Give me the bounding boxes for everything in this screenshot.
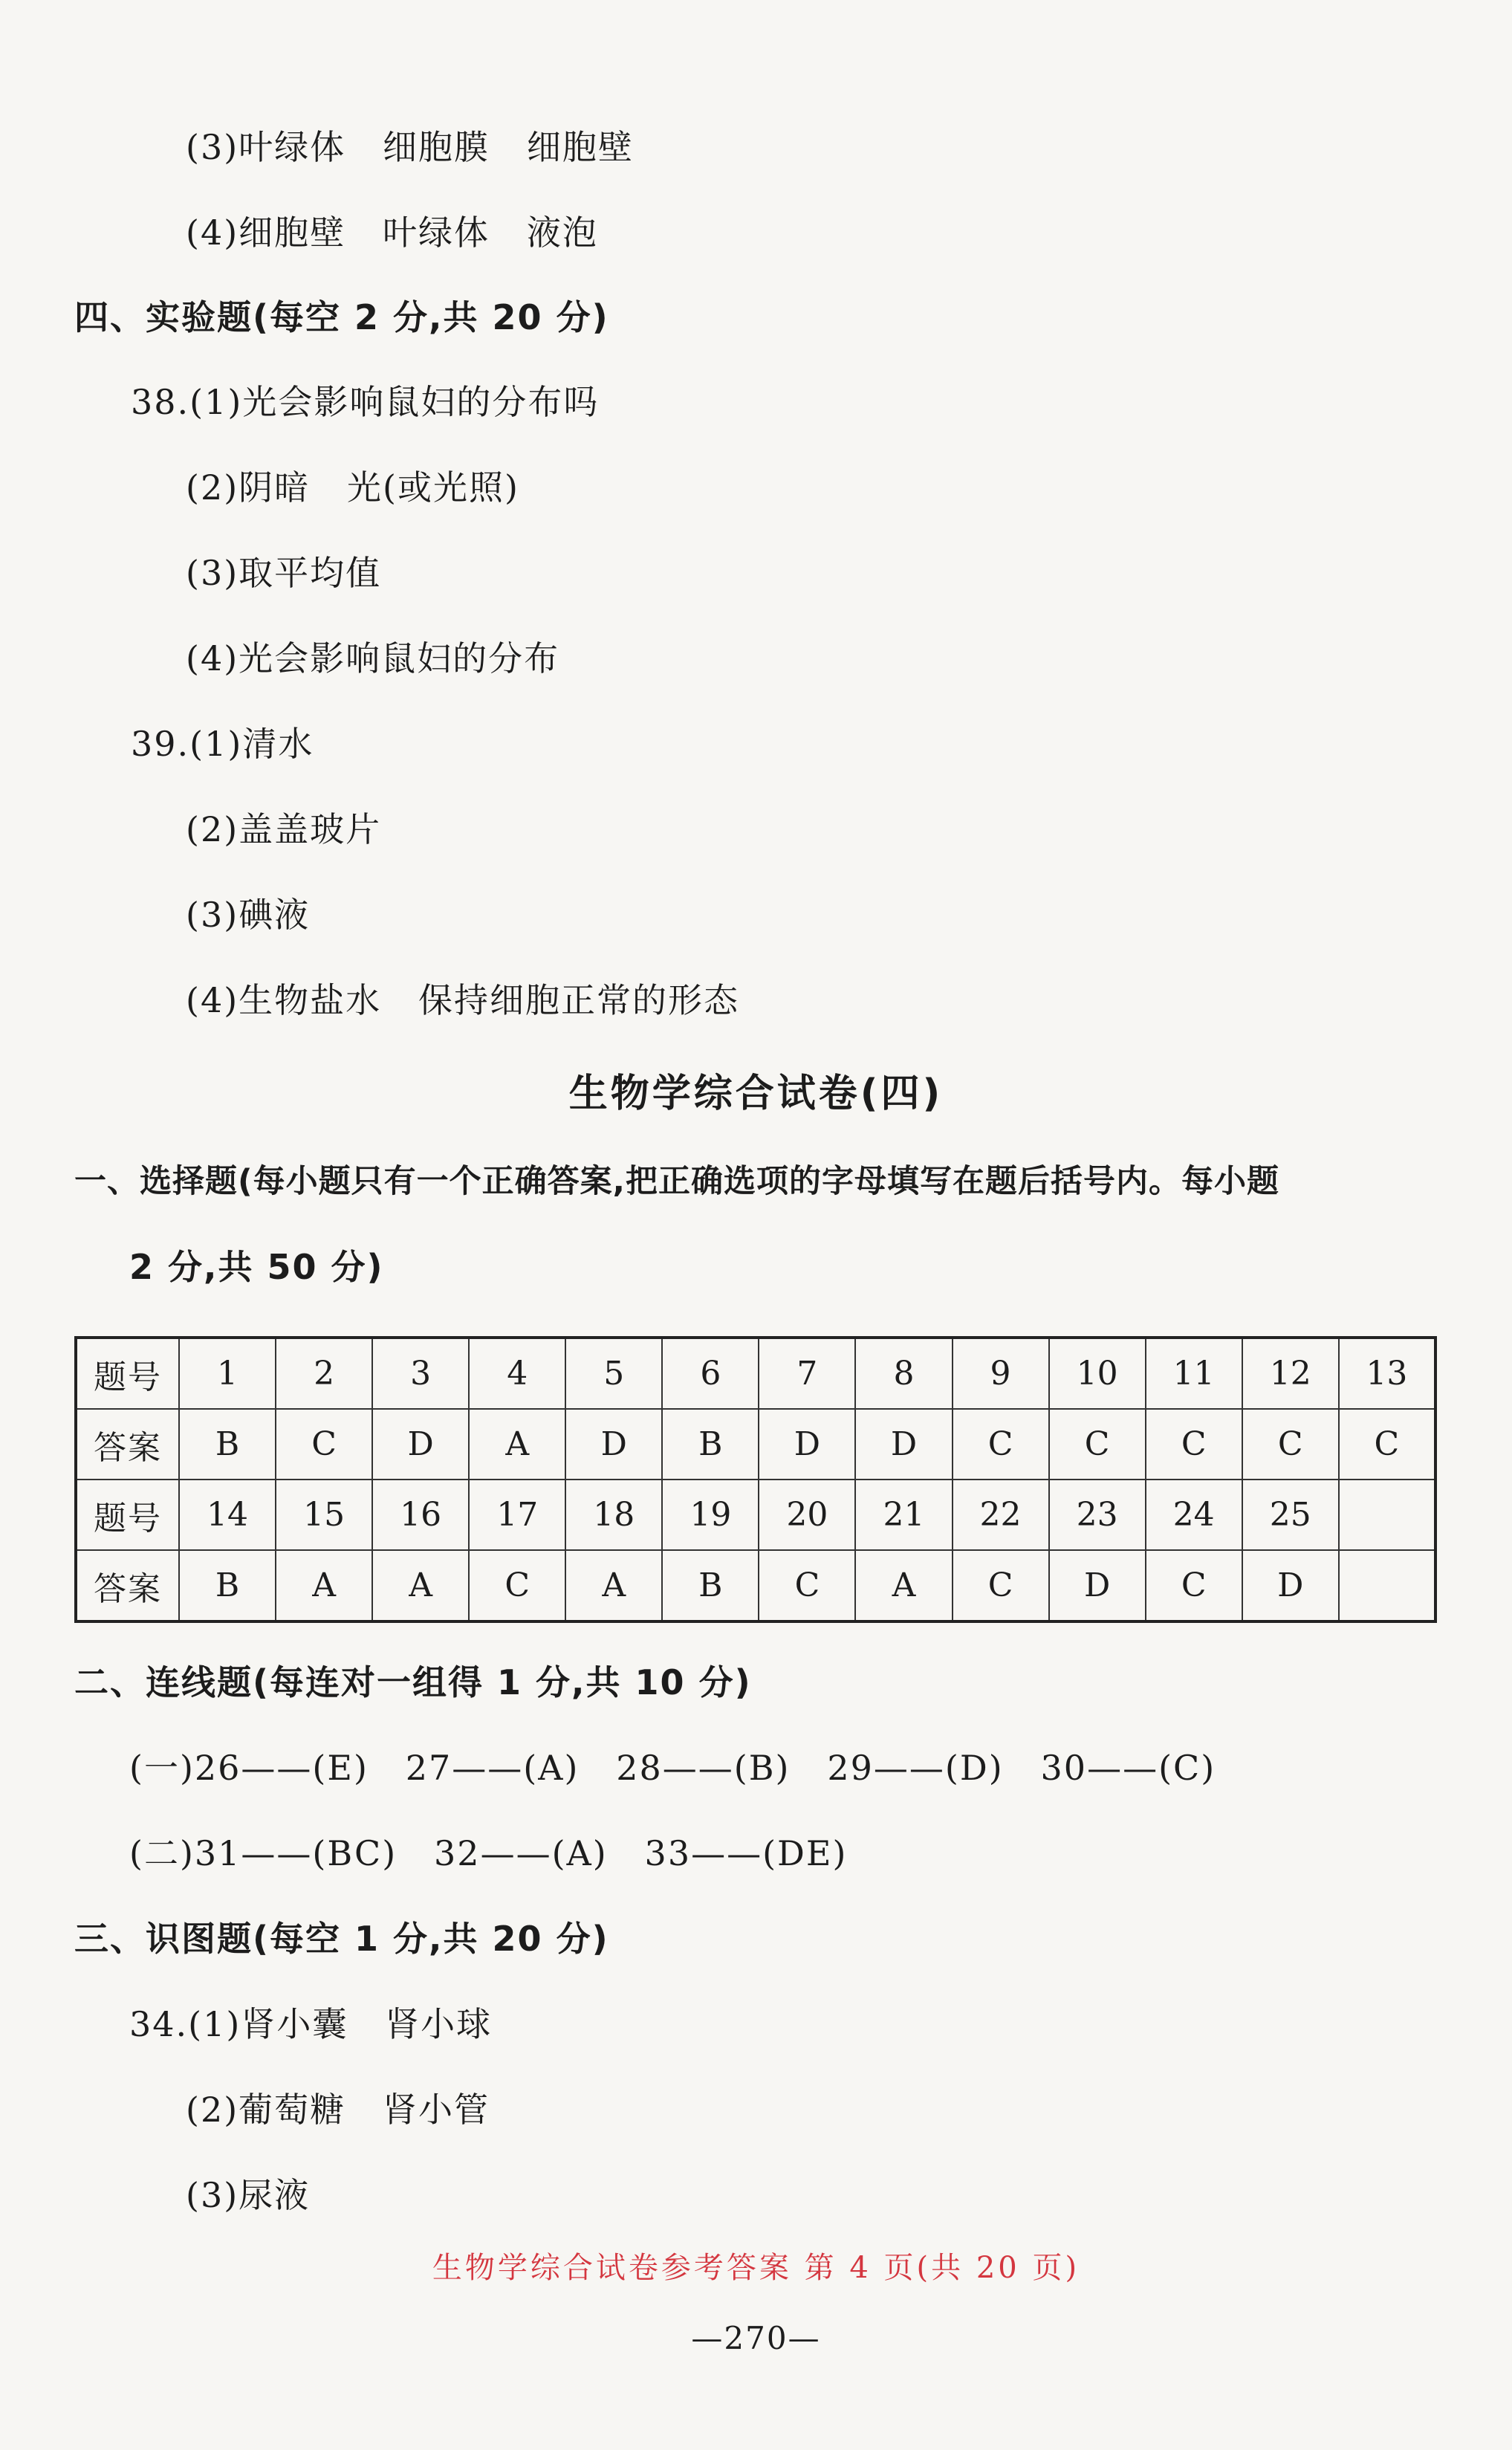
table-cell: 21 (855, 1480, 952, 1550)
table-cell: A (276, 1550, 372, 1621)
answer-line: (3)取平均值 (186, 553, 382, 593)
page-footer: 生物学综合试卷参考答案 第 4 页(共 20 页) (432, 2251, 1080, 2285)
table-cell: 16 (372, 1480, 469, 1550)
table-cell: A (372, 1550, 469, 1621)
table-cell: C (469, 1550, 565, 1621)
table-cell: B (662, 1409, 759, 1480)
table-cell: C (276, 1409, 372, 1480)
table-cell: D (759, 1409, 855, 1480)
answer-line: 38.(1)光会影响鼠妇的分布吗 (131, 382, 600, 422)
answer-line: (2)阴暗 光(或光照) (186, 467, 519, 508)
answer-line: (一)26——(E) 27——(A) 28——(B) 29——(D) 30——(C) (129, 1748, 1216, 1788)
table-cell: A (565, 1550, 662, 1621)
answer-line: 34.(1)肾小囊 肾小球 (129, 2004, 493, 2044)
table-cell: 13 (1339, 1338, 1435, 1409)
table-cell: C (953, 1409, 1049, 1480)
table-cell: 10 (1049, 1338, 1146, 1409)
table-cell: D (855, 1409, 952, 1480)
table-cell: 24 (1146, 1480, 1242, 1550)
table-cell: D (1049, 1550, 1146, 1621)
answer-line: (2)盖盖玻片 (186, 809, 382, 849)
table-cell: 15 (276, 1480, 372, 1550)
table-cell: 23 (1049, 1480, 1146, 1550)
table-cell: D (1242, 1550, 1339, 1621)
table-cell: 7 (759, 1338, 855, 1409)
table-cell: C (1146, 1409, 1242, 1480)
table-row (76, 1338, 1435, 1409)
answer-line: (二)31——(BC) 32——(A) 33——(DE) (129, 1833, 848, 1873)
table-row (76, 1550, 1435, 1621)
table-cell: 题号 (76, 1338, 179, 1409)
table-cell: C (1242, 1409, 1339, 1480)
table-cell: 22 (953, 1480, 1049, 1550)
answer-line: (4)光会影响鼠妇的分布 (186, 638, 560, 678)
answer-table (74, 1336, 1437, 1623)
table-cell: C (759, 1550, 855, 1621)
section-heading: 四、实验题(每空 2 分,共 20 分) (74, 297, 609, 337)
table-cell: 11 (1146, 1338, 1242, 1409)
table-cell: D (565, 1409, 662, 1480)
table-cell: 1 (179, 1338, 276, 1409)
answer-line: 39.(1)清水 (131, 724, 314, 764)
table-cell: 4 (469, 1338, 565, 1409)
table-cell: 19 (662, 1480, 759, 1550)
table-cell: A (855, 1550, 952, 1621)
page-number: —270— (691, 2320, 821, 2356)
paper-title: 生物学综合试卷(四) (568, 1072, 944, 1116)
table-cell: B (179, 1409, 276, 1480)
table-cell: 14 (179, 1480, 276, 1550)
answer-line: (3)碘液 (186, 895, 311, 935)
answer-line: (3)尿液 (186, 2175, 311, 2215)
table-cell: 25 (1242, 1480, 1339, 1550)
table-cell: 12 (1242, 1338, 1339, 1409)
table-cell: D (372, 1409, 469, 1480)
answer-line: (4)细胞壁 叶绿体 液泡 (186, 213, 598, 253)
table-cell: C (1339, 1409, 1435, 1480)
table-cell: 6 (662, 1338, 759, 1409)
table-cell: 2 (276, 1338, 372, 1409)
section-heading: 二、连线题(每连对一组得 1 分,共 10 分) (74, 1662, 752, 1702)
table-cell: 17 (469, 1480, 565, 1550)
table-cell: 答案 (76, 1550, 179, 1621)
answer-line: (3)叶绿体 细胞膜 细胞壁 (186, 127, 634, 167)
table-cell (1339, 1480, 1435, 1550)
table-cell: 答案 (76, 1409, 179, 1480)
table-cell: 题号 (76, 1480, 179, 1550)
section-heading: 一、选择题(每小题只有一个正确答案,把正确选项的字母填写在题后括号内。每小题 (74, 1163, 1279, 1200)
table-cell: 8 (855, 1338, 952, 1409)
answer-line: (4)生物盐水 保持细胞正常的形态 (186, 980, 740, 1020)
table-cell: 18 (565, 1480, 662, 1550)
table-cell (1339, 1550, 1435, 1621)
table-cell: 3 (372, 1338, 469, 1409)
answer-line: (2)葡萄糖 肾小管 (186, 2090, 490, 2130)
table-cell: C (1049, 1409, 1146, 1480)
table-cell: B (662, 1550, 759, 1621)
table-row (76, 1409, 1435, 1480)
table-cell: 5 (565, 1338, 662, 1409)
section-heading: 三、识图题(每空 1 分,共 20 分) (74, 1919, 609, 1959)
table-cell: C (1146, 1550, 1242, 1621)
table-cell: C (953, 1550, 1049, 1621)
table-cell: B (179, 1550, 276, 1621)
table-row (76, 1480, 1435, 1550)
table-cell: 20 (759, 1480, 855, 1550)
table-cell: A (469, 1409, 565, 1480)
table-cell: 9 (953, 1338, 1049, 1409)
section-heading-cont: 2 分,共 50 分) (129, 1247, 384, 1287)
